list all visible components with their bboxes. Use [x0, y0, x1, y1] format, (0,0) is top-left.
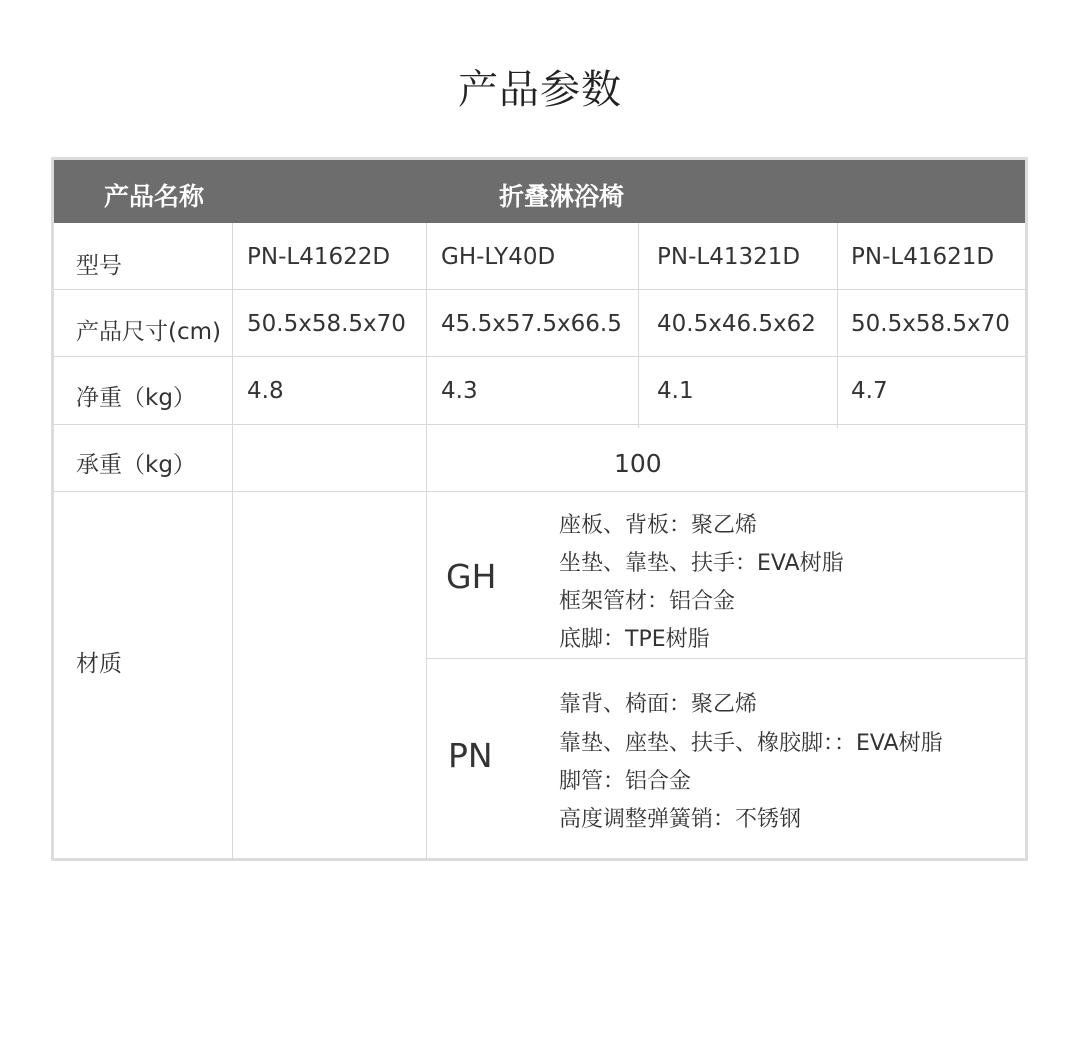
row-label-material: 材质	[76, 651, 122, 677]
grid-line	[54, 491, 1025, 492]
net-weight-cell: 4.7	[851, 378, 888, 404]
model-cell: PN-L41622D	[247, 244, 391, 270]
size-cell: 50.5x58.5x70	[247, 311, 406, 337]
row-label-net-weight: 净重（kg）	[76, 385, 196, 411]
material-line: 座板、背板：聚乙烯	[559, 513, 758, 538]
table-header	[54, 160, 1025, 223]
grid-line	[232, 223, 233, 861]
net-weight-cell: 4.3	[441, 378, 478, 404]
material-line: 框架管材：铝合金	[559, 589, 736, 614]
size-cell: 40.5x46.5x62	[657, 311, 816, 337]
row-label-size: 产品尺寸(cm)	[76, 319, 221, 345]
material-line: 靠背、椅面：聚乙烯	[559, 692, 758, 717]
size-cell: 50.5x58.5x70	[851, 311, 1010, 337]
material-line: 坐垫、靠垫、扶手：EVA树脂	[559, 551, 844, 576]
grid-line	[426, 658, 1025, 659]
row-label-model: 型号	[76, 253, 122, 279]
net-weight-cell: 4.8	[247, 378, 284, 404]
model-cell: PN-L41321D	[657, 244, 801, 270]
net-weight-cell: 4.1	[657, 378, 694, 404]
size-cell: 45.5x57.5x66.5	[441, 311, 622, 337]
grid-line	[426, 223, 427, 861]
grid-line	[54, 289, 1025, 290]
material-code-pn: PN	[448, 736, 493, 775]
row-label-load: 承重（kg）	[76, 452, 196, 478]
grid-line	[837, 223, 838, 428]
load-value: 100	[614, 449, 662, 478]
header-product-name-label: 产品名称	[104, 182, 205, 211]
material-line: 靠垫、座垫、扶手、橡胶脚：：EVA树脂	[559, 731, 943, 756]
spec-table	[51, 157, 1028, 861]
model-cell: PN-L41621D	[851, 244, 995, 270]
grid-line	[54, 424, 1025, 425]
material-line: 底脚：TPE树脂	[559, 627, 710, 652]
material-line: 高度调整弹簧销：不锈钢	[559, 807, 802, 832]
model-cell: GH-LY40D	[441, 244, 556, 270]
header-product-name-value: 折叠淋浴椅	[499, 182, 625, 211]
grid-line	[638, 223, 639, 428]
material-code-gh: GH	[446, 557, 497, 596]
grid-line	[54, 356, 1025, 357]
page-title: 产品参数	[458, 67, 622, 113]
material-line: 脚管：铝合金	[559, 769, 692, 794]
